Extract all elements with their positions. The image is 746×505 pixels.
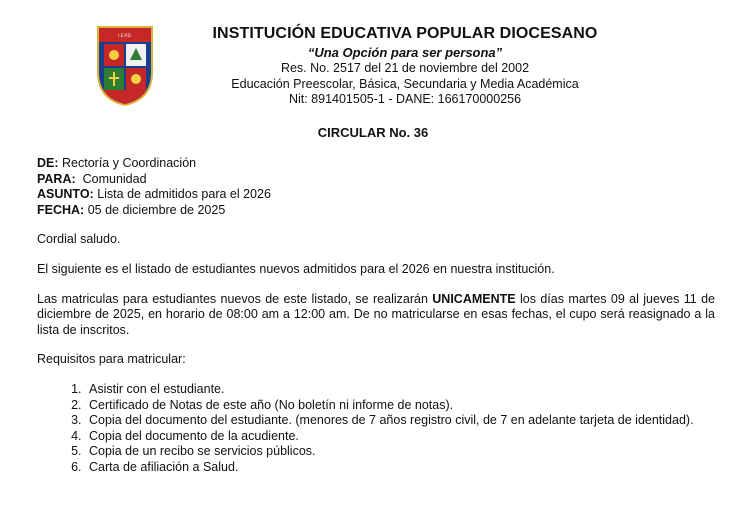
levels-line: Educación Preescolar, Básica, Secundaria y Media Académica xyxy=(231,76,579,91)
letterhead xyxy=(170,24,640,108)
enrollment-text-after: los días martes 09 al jueves 11 de diciembre de 2025, en horario de 08:00 am a 12:00 am. De no matricularse en esas fechas, el cupo será reasignado a la lista de inscritos. xyxy=(37,291,715,337)
date-line xyxy=(37,203,715,219)
list-item: 4. Copia del documento de la acudiente. xyxy=(85,429,715,445)
to-value: Comunidad xyxy=(75,171,147,186)
motto: “Una Opción para ser persona” xyxy=(307,45,503,60)
date-value: 05 de diciembre de 2025 xyxy=(84,202,226,217)
list-item: 2. Certificado de Notas de este año (No boletín ni informe de notas). xyxy=(85,398,715,414)
subject-line xyxy=(37,187,715,203)
intro-paragraph: El siguiente es el listado de estudiantes nuevos admitidos para el 2026 en nuestra institución. xyxy=(37,261,555,276)
from-line xyxy=(37,156,715,172)
enrollment-text-before: Las matriculas para estudiantes nuevos de este listado, se realizarán xyxy=(37,291,433,306)
list-item: 6. Carta de afiliación a Salud. xyxy=(85,460,715,476)
to-line xyxy=(37,172,715,188)
memo-header xyxy=(37,156,715,218)
greeting: Cordial saludo. xyxy=(37,232,121,247)
list-item: 1. Asistir con el estudiante. xyxy=(85,382,715,398)
list-item: 3. Copia del documento del estudiante. (menores de 7 años registro civil, de 7 en adelante tarjeta de identidad). xyxy=(85,413,715,429)
list-item: 5. Copia de un recibo se servicios públicos. xyxy=(85,444,715,460)
enrollment-paragraph xyxy=(37,292,715,339)
resolution-line: Res. No. 2517 del 21 de noviembre del 2002 xyxy=(280,61,530,75)
subject-label: ASUNTO: xyxy=(37,187,94,202)
subject-value: Lista de admitidos para el 2026 xyxy=(93,187,271,202)
requirements-list xyxy=(37,382,715,476)
nit-line: Nit: 891401505-1 - DANE: 166170000256 xyxy=(288,92,522,106)
crest-text: I.E.P.D. xyxy=(118,33,132,38)
circular-title: CIRCULAR No. 36 xyxy=(317,125,429,140)
to-label: PARA: xyxy=(37,171,76,186)
enrollment-emphasis: UNICAMENTE xyxy=(432,291,516,306)
from-label: DE: xyxy=(37,156,59,170)
requirements-title: Requisitos para matricular: xyxy=(37,352,186,367)
date-label: FECHA: xyxy=(37,202,85,217)
document-body xyxy=(37,156,715,476)
from-value: Rectoría y Coordinación xyxy=(58,156,197,170)
institution-name: INSTITUCIÓN EDUCATIVA POPULAR DIOCESANO xyxy=(212,25,598,42)
crest-logo xyxy=(95,22,155,106)
